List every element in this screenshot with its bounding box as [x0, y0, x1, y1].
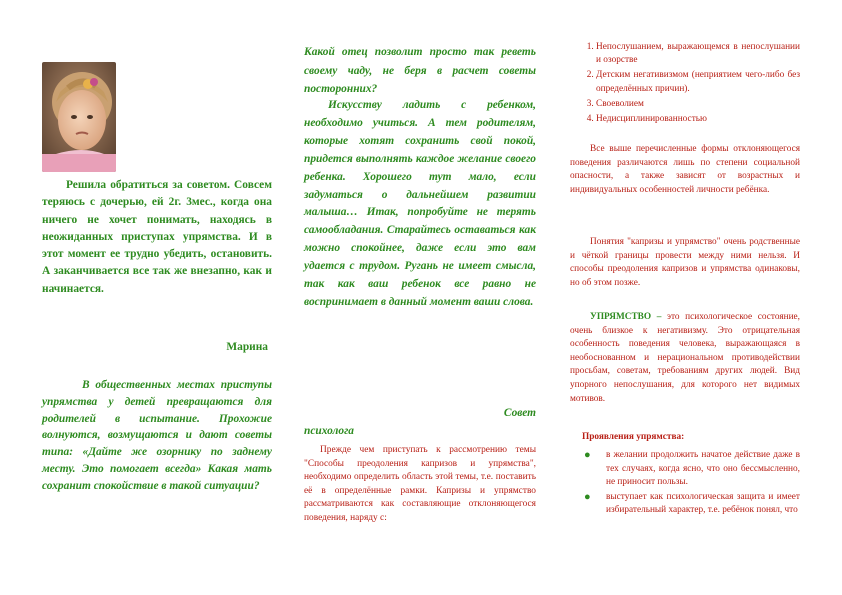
- list-item: 1. Непослушанием, выражающемся в непослушании и озорстве: [596, 41, 800, 67]
- manifestations-list: [570, 449, 800, 519]
- signature: Марина: [226, 341, 268, 353]
- definition-text: это психологическое состояние, очень близкое к негативизму. Это отрицательная особенность поведения человека, выражающаяся в необоснованном и нерациональном противодействии просьбам, советам, требованиям других людей. Вид упорного непослушания, для которого нет видимых мотивов.: [570, 312, 800, 404]
- list-item: [584, 449, 800, 490]
- art-of-parenting-paragraph: Искусству ладить с ребенком, необходимо учиться. А тем родителям, которые хотят сохранить свой покой, придется выполнять каждое желание своего ребенка. Хорошего тут мало, если задуматься о дальнейшем развитии малыша… Итак, попробуйте не терять самообладания. Старайтесь оставаться как можно спокойнее, даже если это вам удается с трудом. Ругань не имеет смысла, так как ваш ребенок все равно не воспринимает в данный момент ваши слова.: [304, 99, 536, 308]
- stubbornness-definition: [570, 311, 800, 406]
- forms-paragraph: Все выше перечисленные формы отклоняющегося поведения различаются лишь по степени социальной опасности, а также зависят от возрастных и индивидуальных особенностей личности ребёнка.: [570, 144, 800, 195]
- psychologist-intro-paragraph: Прежде чем приступать к рассмотрению темы "Способы преодоления капризов и упрямства", необходимо определить область этой темы, т.е. поставить её в определённые рамки. Капризы и упрямство рассматриваются как составляющие отклоняющегося поведения, наряду с:: [304, 445, 536, 523]
- public-tantrums-paragraph: В общественных местах приступы упрямства у детей превращаются для родителей в испытание. Прохожие волнуются, возмущаются и дают советы типа: «Дайте же озорнику по заднему месту. Это помогает всегда» Какая мать сохранит спокойствие в такой ситуации?: [42, 379, 272, 492]
- concepts-paragraph: Понятия "капризы и упрямство" очень родственные и чёткой границы провести между ними нельзя. И способы преодоления капризов и упрямства одинаковы, но об этом позже.: [570, 237, 800, 288]
- list-item: 2. Детским негативизмом (неприятием чего-либо без определённых причин).: [596, 69, 800, 95]
- sovet-line2: психолога: [304, 425, 354, 437]
- list-item: 3. Своеволием: [596, 98, 800, 111]
- father-question: Какой отец позволит просто так реветь своему чаду, не беря в расчет советы посторонних?: [304, 46, 536, 95]
- bullet-text: выступает как психологическая защита и имеет избирательный характер, т.е. ребёнок понял, что: [606, 491, 800, 516]
- term-label: УПРЯМСТВО –: [590, 312, 662, 322]
- bullet-icon: ●: [584, 490, 591, 503]
- psychologist-advice-heading: [304, 404, 536, 440]
- bullet-icon: ●: [584, 449, 591, 461]
- list-item: 4. Недисциплинированностью: [596, 113, 800, 126]
- manifestations-heading: Проявления упрямства:: [582, 432, 685, 442]
- bullet-text: в желании продолжить начатое действие даже в тех случаях, когда ясно, что оно бессмысленно, не приносит пользы.: [606, 450, 800, 488]
- sovet-line1: Совет: [503, 407, 536, 419]
- child-photo: [42, 62, 116, 172]
- intro-paragraph: Решила обратиться за советом. Совсем теряюсь с дочерью, ей 2г. 3мес., когда она ничего не хочет понимать, находясь в неожиданных приступах упрямства. И в этот момент ее трудно убедить, остановить. А заканчивается все так же внезапно, как и начинается.: [42, 179, 272, 295]
- deviant-behavior-list: [570, 41, 800, 128]
- list-item: [584, 490, 800, 518]
